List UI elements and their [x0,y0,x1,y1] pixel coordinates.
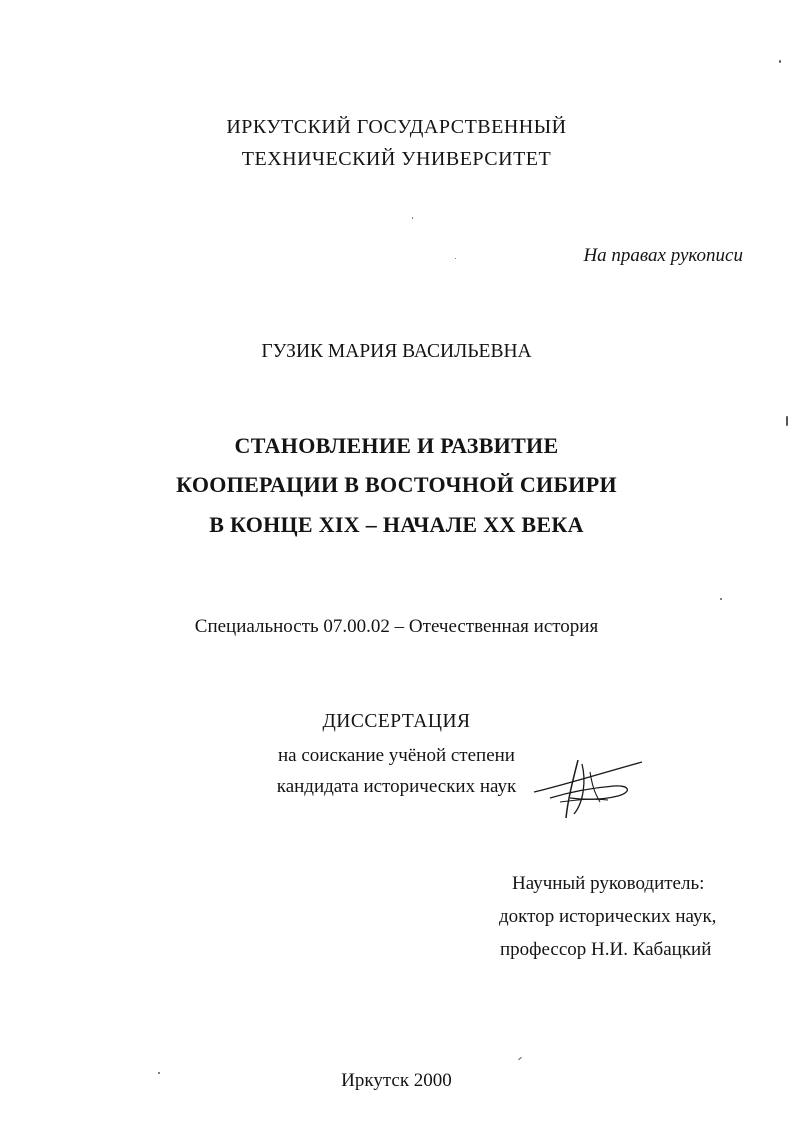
scan-speck [720,598,722,600]
degree-line-2: кандидата исторических наук [276,776,517,797]
manuscript-note: На правах рукописи [583,245,743,266]
title-line-3: В КОНЦЕ XIX – НАЧАЛЕ XX ВЕКА [209,512,584,537]
scan-speck [455,258,456,259]
supervisor-line-3: профессор Н.И. Кабацкий [500,939,712,960]
scan-speck [786,416,788,426]
place-year: Иркутск 2000 [341,1070,452,1091]
scan-speck [518,1057,522,1060]
dissertation-label: ДИССЕРТАЦИЯ [322,711,471,732]
title-line-2: КООПЕРАЦИИ В ВОСТОЧНОЙ СИБИРИ [176,472,617,497]
scan-speck [412,217,413,219]
scan-speck [158,1072,160,1074]
author-name: ГУЗИК МАРИЯ ВАСИЛЬЕВНА [261,341,532,362]
degree-line-1: на соискание учёной степени [278,745,515,766]
supervisor-line-1: Научный руководитель: [512,873,705,894]
supervisor-line-2: доктор исторических наук, [499,906,717,927]
specialty: Специальность 07.00.02 – Отечественная история [194,616,599,637]
institution-line-1: ИРКУТСКИЙ ГОСУДАРСТВЕННЫЙ [226,116,567,138]
title-line-1: СТАНОВЛЕНИЕ И РАЗВИТИЕ [234,433,559,458]
scan-speck [779,60,781,63]
institution-line-2: ТЕХНИЧЕСКИЙ УНИВЕРСИТЕТ [241,148,552,170]
signature-icon [530,752,650,824]
